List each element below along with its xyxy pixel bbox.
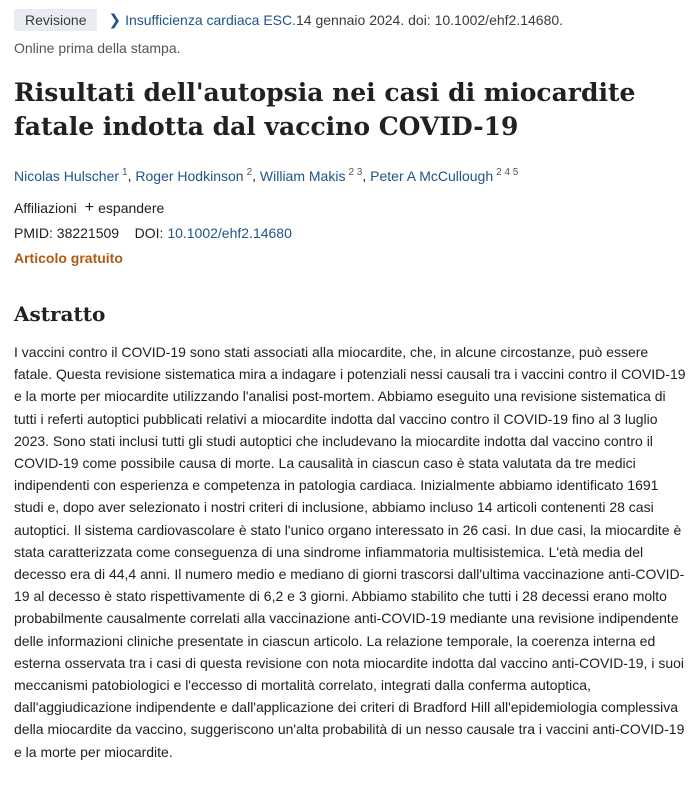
plus-icon[interactable]: + (84, 199, 95, 216)
affiliation-ref[interactable]: 2 4 5 (496, 167, 519, 178)
journal-link[interactable]: Insufficienza cardiaca ESC. (125, 12, 297, 28)
publication-info: 14 gennaio 2024. doi: 10.1002/ehf2.14680. (296, 12, 564, 28)
author-link[interactable] (14, 168, 128, 184)
author-link[interactable] (135, 168, 252, 184)
author-link[interactable] (370, 168, 518, 184)
article-type-badge: Revisione (14, 9, 97, 31)
author-name[interactable]: Nicolas Hulscher (14, 167, 120, 184)
author-name[interactable]: William Makis (259, 167, 346, 184)
affiliations-toggle[interactable] (14, 199, 164, 217)
free-article-badge: Articolo gratuito (14, 250, 123, 266)
affiliation-ref[interactable]: 2 3 (348, 167, 363, 178)
pmid-label: PMID: (14, 225, 53, 241)
abstract-heading: Astratto (14, 302, 106, 326)
affiliations-label[interactable]: Affiliazioni (14, 200, 77, 216)
affiliation-ref[interactable]: 1 (122, 167, 128, 178)
identifiers (14, 225, 292, 241)
doi-label: DOI: (134, 225, 164, 241)
chevron-right-icon[interactable]: ❯ (108, 12, 122, 29)
citation-line (14, 9, 563, 31)
author-list: Nicolas Hulscher $^1$, Roger Hodkinson $^2$, William Makis $^{2 3}$, Peter A McCullough $^{2 4 5}$ (14, 167, 519, 184)
author-name[interactable]: Roger Hodkinson (135, 167, 244, 184)
article-title: Risultati dell'autopsia nei casi di miocardite fatale indotta dal vaccino COVID-19 (14, 78, 636, 141)
abstract-text: I vaccini contro il COVID-19 sono stati associati alla miocardite, che, in alcune circostanze, può essere fatale. Questa revisione sistematica mira a indagare i potenziali nessi causali tra i vaccini contro il COVID-19 e la morte per miocardite utilizzando l'analisi post-mortem. Abbiamo eseguito una revisione sistematica di tutti i referti autoptici pubblicati relativi a miocardite indotta dal vaccino contro il COVID-19 fino al 3 luglio 2023. Sono stati inclusi tutti gli studi autoptici che includevano la miocardite indotta dal vaccino contro il COVID-19 come possibile causa di morte. La causalità in ciascun caso è stata valutata da tre medici indipendenti con esperienza e competenza in patologia cardiaca. Inizialmente abbiamo identificato 1691 studi e, dopo aver selezionato i nostri criteri di inclusione, abbiamo incluso 14 articoli contenenti 28 casi autoptici. Il sistema cardiovascolare è stato l'unico organo interessato in 26 casi. In due casi, la miocardite è stata caratterizzata come conseguenza di una sindrome infiammatoria multisistemica. L'età media del decesso era di 44,4 anni. Il numero medio e mediano di giorni trascorsi dall'ultima vaccinazione anti-COVID-19 al decesso è stato rispettivamente di 6,2 e 3 giorni. Abbiamo stabilito che tutti i 28 decessi erano molto probabilmente causalmente correlati alla vaccinazione anti-COVID-19 mediante una revisione indipendente delle informazioni cliniche presentate in ciascun articolo. La relazione temporale, la coerenza interna ed esterna osservata tra i casi di questa revisione con nota miocardite indotta dal vaccino anti-COVID-19, i suoi meccanismi patobiologici e l'eccesso di mortalità correlato, integrati dalla conferma autoptica, dall'aggiudicazione indipendente e dall'applicazione dei criteri di Bradford Hill all'epidemiologia complessiva della miocardite da vaccino, suggeriscono un'alta probabilità di un nesso causale tra i vaccini anti-COVID-19 e la morte per miocardite. (14, 344, 686, 760)
doi-link[interactable]: 10.1002/ehf2.14680 (167, 225, 292, 241)
affiliation-ref[interactable]: 2 (246, 167, 253, 178)
online-status: Online prima della stampa. (14, 40, 181, 56)
author-link[interactable] (260, 168, 362, 184)
expand-label[interactable]: espandere (98, 200, 165, 216)
pmid-value: 38221509 (56, 225, 120, 241)
author-name[interactable]: Peter A McCullough (370, 167, 494, 184)
